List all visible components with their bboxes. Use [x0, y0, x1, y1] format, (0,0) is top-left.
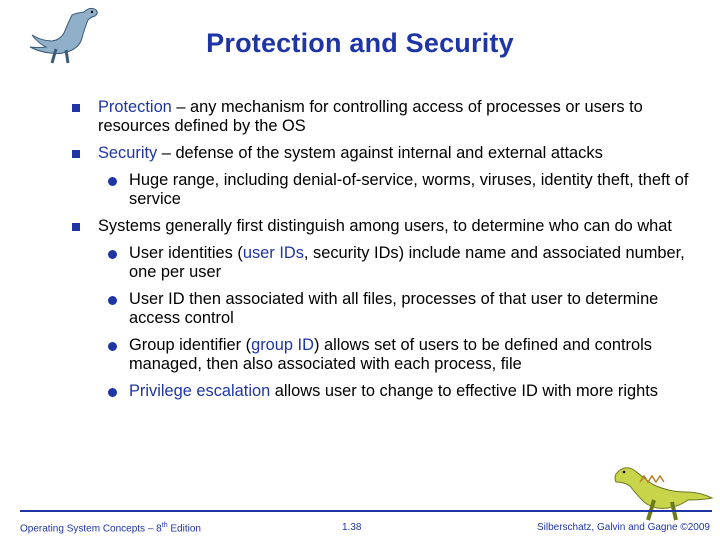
footer-authors: Silberschatz, Galvin and Gagne ©2009	[536, 522, 710, 533]
bullet-text: Huge range, including denial-of-service, worms, viruses, identity theft, theft of service	[129, 171, 689, 208]
slide-body	[72, 98, 692, 409]
footer-page-number: 1.38	[342, 522, 362, 533]
square-bullet-icon	[72, 223, 80, 231]
bullet-text: Group identifier (	[129, 336, 252, 354]
bullet-text: allows user to change to effective ID with more rights	[270, 382, 659, 400]
term-group-id: group ID	[251, 336, 314, 354]
term-privilege-escalation: Privilege escalation	[129, 382, 271, 400]
sub-bullet-user-identities	[72, 244, 692, 282]
term-user-ids: user IDs	[242, 244, 304, 262]
sub-bullet-privilege-escalation	[72, 382, 692, 401]
bullet-text: Systems generally first distinguish among users, to determine who can do what	[98, 217, 672, 235]
bullet-text: – defense of the system against internal and external attacks	[157, 144, 603, 162]
bullet-text: , security IDs) include name and associated number, one per user	[129, 244, 685, 281]
round-bullet-icon	[108, 388, 117, 397]
bullet-protection	[72, 98, 692, 136]
bullet-text: ) allows set of users to be defined and controls managed, then also associated with each process, file	[129, 336, 652, 373]
footer-book-title	[20, 522, 201, 534]
bullet-systems-distinguish	[72, 217, 692, 236]
bullet-text: User identities (	[129, 244, 243, 262]
sub-bullet-huge-range	[72, 171, 692, 209]
footer-book-main: Operating System Concepts – 8	[20, 523, 162, 535]
term-security: Security	[98, 144, 158, 162]
sub-bullet-user-id-files	[72, 290, 692, 328]
round-bullet-icon	[108, 177, 117, 186]
bullet-text: – any mechanism for controlling access of processes or users to resources defined by the OS	[98, 98, 643, 135]
footer-divider	[20, 510, 712, 512]
sub-bullet-group-identifier	[72, 336, 692, 374]
slide-footer	[0, 510, 720, 540]
bullet-text: User ID then associated with all files, processes of that user to determine access control	[129, 290, 659, 327]
slide-title: Protection and Security	[206, 28, 514, 58]
square-bullet-icon	[72, 104, 80, 112]
round-bullet-icon	[108, 250, 117, 259]
footer-book-tail: Edition	[167, 523, 201, 535]
footer-book-sup: th	[161, 522, 168, 529]
bullet-security	[72, 144, 692, 163]
term-protection: Protection	[98, 98, 172, 116]
square-bullet-icon	[72, 150, 80, 158]
round-bullet-icon	[108, 296, 117, 305]
round-bullet-icon	[108, 342, 117, 351]
